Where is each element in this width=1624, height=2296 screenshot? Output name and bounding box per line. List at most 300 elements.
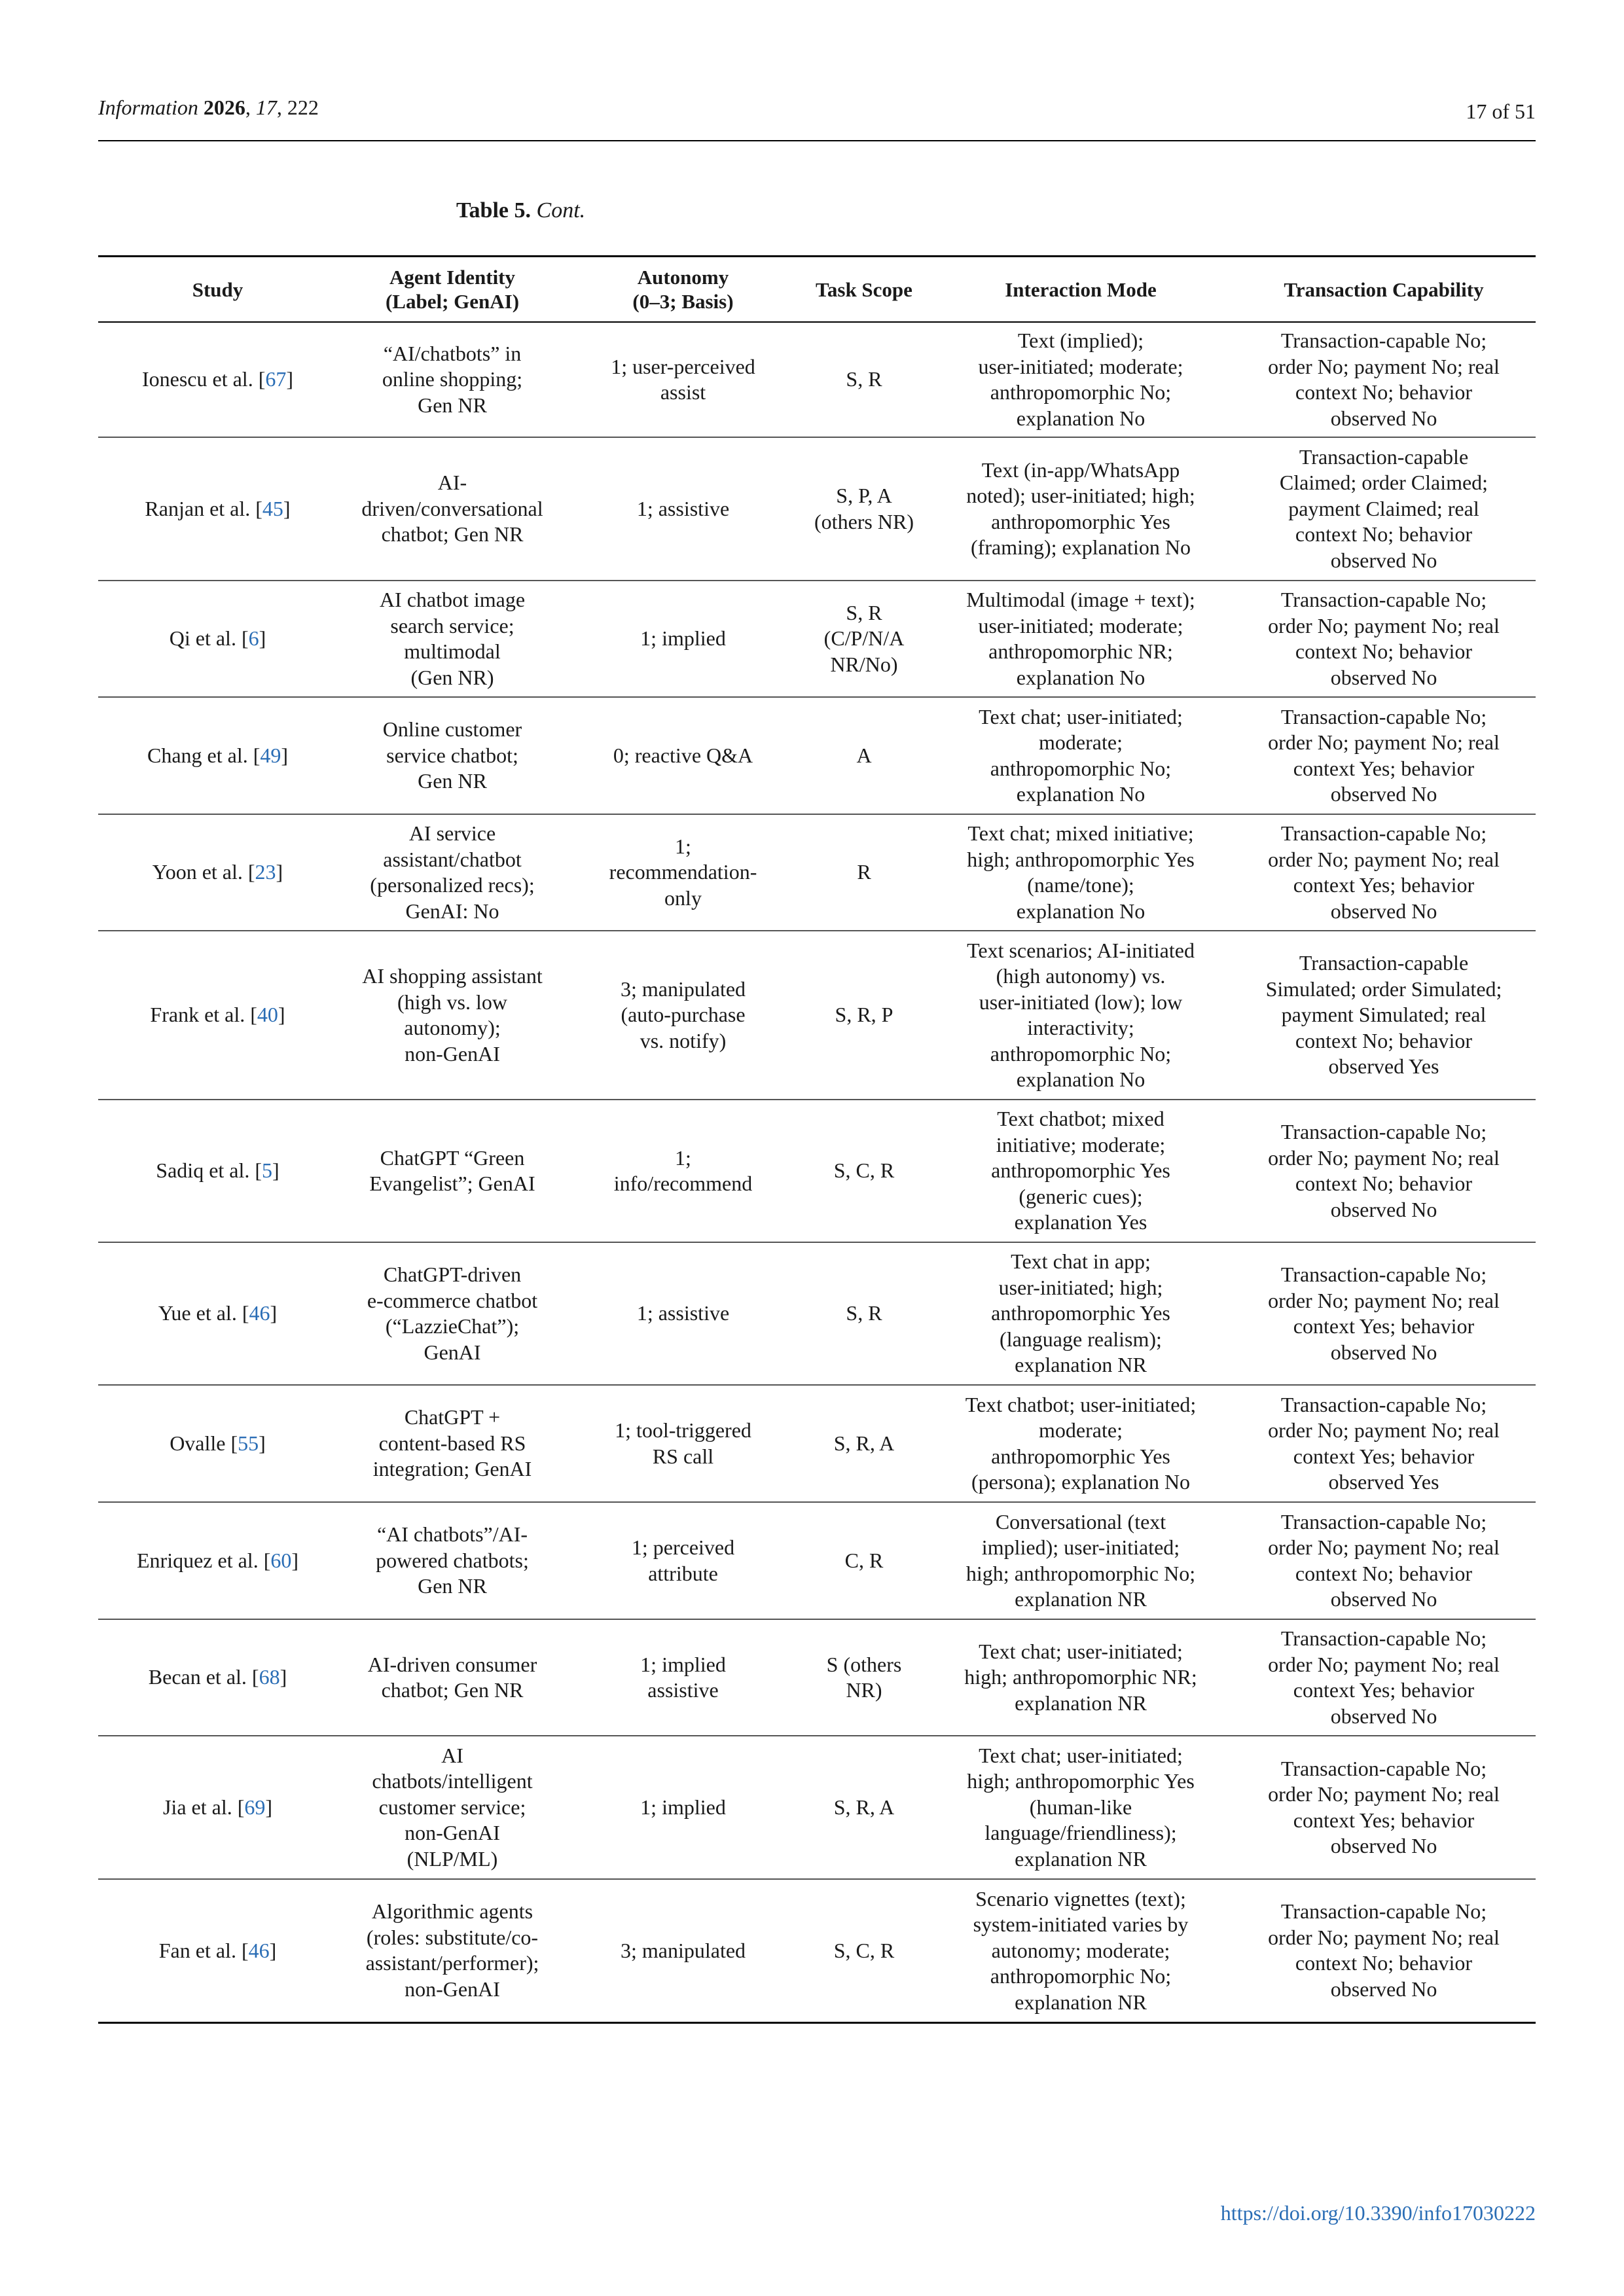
study-name: Qi et al. [ [169, 626, 249, 651]
cell-line: Text chat in app; [1011, 1249, 1151, 1274]
cell-transaction-capability [1232, 1100, 1536, 1242]
column-header-interaction-mode [929, 257, 1232, 323]
cell-line: Transaction-capable [1299, 444, 1469, 469]
cell-line: observed No [1330, 548, 1437, 572]
bracket-close: ] [283, 496, 291, 520]
cell-line: Text chat; user-initiated; [979, 1639, 1183, 1663]
doi-link[interactable]: https://doi.org/10.3390/info17030222 [1220, 2201, 1536, 2225]
cell-line: observed No [1330, 1197, 1437, 1221]
cell-line: S, R [846, 600, 882, 624]
cell-line: context Yes; behavior [1293, 756, 1475, 780]
cell-line: Gen NR [418, 769, 487, 793]
bracket-close: ] [259, 1431, 266, 1455]
cell-line: (“LazzieChat”); [385, 1314, 520, 1338]
bracket-close: ] [278, 1003, 285, 1027]
cell-line: context Yes; behavior [1293, 1808, 1475, 1832]
cell-line: context No; behavior [1295, 522, 1473, 547]
cell-line: ChatGPT + [404, 1405, 501, 1429]
cell-line: info/recommend [613, 1172, 753, 1195]
cell-study [98, 581, 337, 697]
cell-line: autonomy); [404, 1016, 501, 1039]
cell-line: 0; reactive Q&A [613, 743, 753, 767]
cell-line: Scenario vignettes (text); [975, 1886, 1186, 1910]
cell-line: “AI/chatbots” in [383, 341, 522, 365]
cell-line: Transaction-capable No; [1280, 588, 1487, 611]
study-name: Ovalle [ [170, 1431, 238, 1455]
cell-line: ChatGPT-driven [383, 1263, 522, 1286]
cell-line: explanation Yes [1014, 1210, 1147, 1234]
cell-line: Text chat; mixed initiative; [967, 821, 1194, 845]
bracket-close: ] [269, 1938, 277, 1962]
cell-interaction-mode [929, 1385, 1232, 1502]
cell-transaction-capability [1232, 322, 1536, 437]
table-row [98, 1619, 1536, 1736]
cell-task-scope [799, 581, 929, 697]
cell-autonomy [568, 1502, 799, 1619]
cell-line: user-initiated; high; [998, 1275, 1163, 1299]
cell-line: assistant/performer); [365, 1951, 539, 1975]
cell-line: Transaction-capable No; [1280, 1392, 1487, 1416]
cell-line: GenAI: No [405, 899, 499, 923]
cell-line: non-GenAI [405, 1041, 500, 1066]
cell-line: order No; payment No; real [1268, 1925, 1500, 1949]
cell-autonomy [568, 581, 799, 697]
cell-agent-identity [337, 1619, 568, 1736]
cell-line: user-initiated (low); low [979, 990, 1183, 1014]
cell-line: observed No [1330, 899, 1437, 923]
cell-line: Text (implied); [1017, 329, 1144, 352]
cell-interaction-mode [929, 322, 1232, 437]
cell-line: (name/tone); [1027, 873, 1134, 897]
cell-line: Gen NR [418, 1574, 487, 1598]
cell-line: non-GenAI [405, 1821, 500, 1845]
cell-transaction-capability [1232, 1619, 1536, 1736]
cell-line: payment Claimed; real [1288, 496, 1479, 520]
cell-line: Gen NR [418, 393, 487, 417]
cell-autonomy [568, 1385, 799, 1502]
cell-line: Transaction-capable No; [1280, 329, 1487, 352]
cell-line: anthropomorphic No; [990, 1964, 1172, 1988]
table-5 [98, 255, 1536, 2024]
cell-line: powered chatbots; [376, 1548, 529, 1572]
cell-line: implied); user-initiated; [981, 1535, 1180, 1559]
cell-line: order No; payment No; real [1268, 1782, 1500, 1806]
cell-line: Transaction-capable No; [1280, 1626, 1487, 1650]
cell-agent-identity [337, 931, 568, 1100]
cell-line: anthropomorphic No; [990, 1041, 1172, 1066]
cell-line: observed No [1330, 406, 1437, 430]
table-row [98, 931, 1536, 1100]
cell-line: vs. notify) [640, 1028, 727, 1052]
cell-line: ChatGPT “Green [380, 1145, 525, 1170]
table-caption [456, 198, 585, 223]
cell-line: context No; behavior [1295, 1951, 1473, 1975]
reference-link[interactable]: 49 [260, 743, 281, 767]
bracket-close: ] [265, 1795, 273, 1819]
column-header-study [98, 257, 337, 323]
cell-line: S, C, R [833, 1938, 895, 1962]
cell-line: driven/conversational [361, 496, 543, 520]
cell-line: anthropomorphic Yes [991, 1158, 1170, 1183]
cell-line: language/friendliness); [984, 1821, 1177, 1845]
cell-line: (Gen NR) [410, 665, 494, 689]
bracket-close: ] [280, 1665, 287, 1689]
cell-line: integration; GenAI [372, 1457, 532, 1481]
cell-line: AI- [437, 471, 467, 495]
cell-line: e-commerce chatbot [367, 1288, 538, 1312]
cell-interaction-mode [929, 814, 1232, 931]
table-row [98, 1385, 1536, 1502]
journal-volume: 17 [255, 96, 277, 119]
cell-line: S, R, P [835, 1003, 893, 1027]
cell-transaction-capability [1232, 1385, 1536, 1502]
journal-name: Information [98, 96, 198, 119]
cell-autonomy [568, 1879, 799, 2022]
cell-line: observed Yes [1328, 1054, 1439, 1079]
cell-line: 1; [675, 834, 691, 858]
cell-line: explanation NR [1015, 1353, 1147, 1377]
cell-line: Task Scope [816, 278, 912, 301]
table-row [98, 697, 1536, 814]
cell-line: moderate; [1039, 1418, 1123, 1442]
reference-link[interactable]: 5 [262, 1158, 273, 1183]
cell-autonomy [568, 697, 799, 814]
cell-line: observed No [1330, 1834, 1437, 1857]
cell-line: order No; payment No; real [1268, 1652, 1500, 1676]
cell-line: chatbot; Gen NR [381, 1678, 524, 1702]
cell-line: (persona); explanation No [971, 1470, 1191, 1494]
cell-task-scope [799, 322, 929, 437]
cell-line: Transaction-capable No; [1280, 1263, 1487, 1286]
cell-study [98, 322, 337, 437]
cell-line: “AI chatbots”/AI- [376, 1522, 528, 1547]
cell-line: 1; implied [640, 1652, 726, 1676]
cell-interaction-mode [929, 931, 1232, 1100]
cell-line: order No; payment No; real [1268, 1535, 1500, 1559]
cell-task-scope [799, 1879, 929, 2022]
cell-agent-identity [337, 697, 568, 814]
reference-link[interactable]: 68 [259, 1665, 280, 1689]
cell-line: (language realism); [1000, 1327, 1162, 1351]
reference-link[interactable]: 23 [255, 860, 276, 884]
cell-study [98, 1385, 337, 1502]
cell-line: (generic cues); [1019, 1184, 1143, 1208]
cell-line: S, R [846, 367, 882, 391]
cell-task-scope [799, 1242, 929, 1385]
page-header [98, 90, 1536, 141]
cell-line: (high vs. low [397, 990, 507, 1014]
cell-line: assistant/chatbot [383, 847, 522, 871]
cell-line: user-initiated; moderate; [978, 354, 1183, 378]
cell-agent-identity [337, 1385, 568, 1502]
cell-line: Autonomy [637, 266, 729, 289]
cell-line: interactivity; [1027, 1016, 1134, 1039]
table-row [98, 1100, 1536, 1242]
cell-line: anthropomorphic Yes [991, 1444, 1170, 1468]
cell-task-scope [799, 814, 929, 931]
cell-line: context No; behavior [1295, 1172, 1473, 1195]
cell-line: explanation No [1016, 665, 1146, 689]
cell-line: (roles: substitute/co- [366, 1925, 539, 1949]
cell-transaction-capability [1232, 1242, 1536, 1385]
cell-line: high; anthropomorphic No; [965, 1561, 1196, 1585]
cell-line: S (others NR) [826, 1652, 902, 1702]
cell-study [98, 1242, 337, 1385]
cell-interaction-mode [929, 697, 1232, 814]
reference-link[interactable]: 69 [244, 1795, 266, 1819]
cell-line: anthropomorphic Yes [991, 1301, 1170, 1325]
cell-line: S, R, A [833, 1431, 895, 1455]
cell-line: Transaction-capable No; [1280, 704, 1487, 728]
cell-line: order No; payment No; real [1268, 354, 1500, 378]
reference-link[interactable]: 55 [238, 1431, 259, 1455]
cell-line: user-initiated; moderate; [978, 613, 1183, 637]
cell-agent-identity [337, 1242, 568, 1385]
column-header-task-scope [799, 257, 929, 323]
table-row [98, 581, 1536, 697]
cell-line: system-initiated varies by [973, 1912, 1189, 1936]
page-number: 17 of 51 [1466, 99, 1536, 123]
bracket-close: ] [259, 626, 266, 651]
study-name: Frank et al. [ [150, 1003, 257, 1027]
cell-line: moderate; [1039, 730, 1123, 754]
cell-agent-identity [337, 1879, 568, 2022]
cell-line: C, R [844, 1548, 884, 1572]
reference-link[interactable]: 46 [248, 1938, 270, 1962]
cell-study [98, 697, 337, 814]
cell-line: (framing); explanation No [971, 535, 1191, 559]
cell-line: S, C, R [833, 1158, 895, 1183]
cell-line: Text chat; user-initiated; [979, 1743, 1183, 1767]
cell-line: order No; payment No; real [1268, 1418, 1500, 1442]
reference-link[interactable]: 45 [262, 496, 283, 520]
cell-line: 3; manipulated [620, 1938, 746, 1962]
cell-line: Online customer [382, 717, 522, 742]
cell-autonomy [568, 1100, 799, 1242]
cell-autonomy [568, 1736, 799, 1879]
cell-line: Simulated; order Simulated; [1265, 977, 1502, 1001]
cell-line: attribute [648, 1561, 718, 1585]
journal-citation: Information 2026, 17, 222 [98, 96, 319, 119]
cell-line: Transaction-capable No; [1280, 821, 1487, 845]
table-row [98, 1879, 1536, 2022]
study-name: Sadiq et al. [ [156, 1158, 262, 1183]
cell-line: explanation No [1016, 406, 1146, 430]
reference-link[interactable]: 46 [249, 1301, 270, 1325]
cell-agent-identity [337, 581, 568, 697]
cell-line: explanation NR [1015, 1691, 1147, 1715]
reference-link[interactable]: 67 [265, 367, 287, 391]
cell-line: observed No [1330, 1340, 1437, 1364]
cell-line: anthropomorphic Yes [991, 509, 1170, 533]
table-row [98, 437, 1536, 581]
study-name: Yue et al. [ [158, 1301, 249, 1325]
reference-link[interactable]: 40 [257, 1003, 278, 1027]
cell-line: (0–3; Basis) [632, 290, 734, 313]
cell-line: Transaction-capable [1299, 951, 1469, 975]
cell-line: service chatbot; [386, 743, 518, 767]
cell-line: Transaction Capability [1284, 278, 1484, 301]
cell-line: Claimed; order Claimed; [1279, 471, 1489, 495]
cell-line: explanation NR [1015, 1846, 1147, 1871]
cell-transaction-capability [1232, 437, 1536, 581]
cell-autonomy [568, 1619, 799, 1736]
bracket-close: ] [276, 860, 283, 884]
study-name: Jia et al. [ [162, 1795, 245, 1819]
cell-line: explanation NR [1015, 1587, 1147, 1611]
cell-line: multimodal [404, 639, 501, 663]
cell-line: context No; behavior [1295, 639, 1473, 663]
cell-line: recommendation- [609, 860, 757, 884]
cell-line: Text (in-app/WhatsApp [981, 457, 1180, 482]
cell-line: online shopping; [382, 367, 523, 391]
cell-line: explanation No [1016, 1067, 1146, 1091]
cell-line: non-GenAI [405, 1977, 500, 2001]
bracket-close: ] [281, 743, 289, 767]
cell-autonomy [568, 1242, 799, 1385]
cell-line: assistive [647, 1678, 719, 1702]
cell-line: context Yes; behavior [1293, 873, 1475, 897]
table-label: Table 5. [456, 198, 532, 223]
cell-line: context Yes; behavior [1293, 1444, 1475, 1468]
cell-interaction-mode [929, 1242, 1232, 1385]
cell-line: context Yes; behavior [1293, 1678, 1475, 1702]
reference-link[interactable]: 6 [248, 626, 259, 651]
cell-line: RS call [652, 1444, 714, 1468]
cell-line: 1; user-perceived [611, 354, 755, 378]
cell-task-scope [799, 1502, 929, 1619]
cell-line: (C/P/N/A [823, 626, 905, 651]
cell-interaction-mode [929, 1502, 1232, 1619]
cell-interaction-mode [929, 581, 1232, 697]
cell-line: GenAI [424, 1340, 481, 1364]
cell-study [98, 814, 337, 931]
cell-line: Interaction Mode [1005, 278, 1157, 301]
journal-year: 2026 [203, 96, 245, 119]
bracket-close: ] [272, 1158, 280, 1183]
cell-line: 1; implied [640, 626, 726, 651]
cell-transaction-capability [1232, 697, 1536, 814]
table-row [98, 1242, 1536, 1385]
cell-transaction-capability [1232, 581, 1536, 697]
cell-transaction-capability [1232, 1879, 1536, 2022]
cell-line: explanation NR [1015, 1990, 1147, 2014]
cell-line: AI chatbot image [379, 588, 526, 611]
cell-line: 3; manipulated [620, 977, 746, 1001]
cell-line: (auto-purchase [621, 1003, 746, 1027]
cell-line: Study [192, 278, 244, 301]
cell-line: chatbot; Gen NR [381, 522, 524, 547]
cell-study [98, 1100, 337, 1242]
cell-line: observed Yes [1328, 1470, 1439, 1494]
cell-line: Conversational (text [995, 1509, 1166, 1534]
cell-transaction-capability [1232, 931, 1536, 1100]
cell-line: AI-driven consumer [367, 1652, 537, 1676]
cell-line: high; anthropomorphic Yes [967, 847, 1195, 871]
cell-line: context No; behavior [1295, 380, 1473, 404]
cell-line: high; anthropomorphic NR; [964, 1665, 1197, 1689]
cell-line: (personalized recs); [370, 873, 535, 897]
article-number: 222 [287, 96, 319, 119]
bracket-close: ] [291, 1548, 298, 1572]
cell-task-scope [799, 1619, 929, 1736]
cell-line: anthropomorphic NR; [988, 639, 1173, 663]
table-row [98, 1502, 1536, 1619]
cell-line: payment Simulated; real [1281, 1003, 1487, 1027]
cell-line: observed No [1330, 665, 1437, 689]
cell-line: observed No [1330, 782, 1437, 806]
cell-line: S, R [846, 1301, 882, 1325]
column-header-transaction-capability [1232, 257, 1536, 323]
cell-line: Transaction-capable No; [1280, 1756, 1487, 1780]
cell-task-scope [799, 1736, 929, 1879]
cell-study [98, 1502, 337, 1619]
cell-line: 1; assistive [636, 496, 730, 520]
cell-task-scope [799, 437, 929, 581]
cell-interaction-mode [929, 1879, 1232, 2022]
cell-interaction-mode [929, 1619, 1232, 1736]
cell-autonomy [568, 931, 799, 1100]
cell-line: anthropomorphic No; [990, 756, 1172, 780]
cell-agent-identity [337, 814, 568, 931]
cell-agent-identity [337, 437, 568, 581]
cell-line: Transaction-capable No; [1280, 1899, 1487, 1924]
cell-study [98, 1619, 337, 1736]
cell-line: (human-like [1029, 1795, 1132, 1819]
cell-line: (high autonomy) vs. [996, 964, 1166, 988]
cell-line: AI [441, 1743, 463, 1767]
reference-link[interactable]: 60 [270, 1548, 292, 1572]
cell-line: Text chatbot; mixed [997, 1107, 1164, 1131]
cell-interaction-mode [929, 1100, 1232, 1242]
cell-line: Agent Identity [389, 266, 516, 289]
cell-line: S, P, A [836, 484, 892, 507]
cell-autonomy [568, 814, 799, 931]
table-row [98, 814, 1536, 931]
bracket-close: ] [286, 367, 293, 391]
cell-line: Algorithmic agents [371, 1899, 533, 1924]
bracket-close: ] [270, 1301, 278, 1325]
cell-line: R [857, 860, 871, 884]
cell-study [98, 1879, 337, 2022]
cell-line: order No; payment No; real [1268, 613, 1500, 637]
cell-line: content-based RS [378, 1431, 526, 1455]
study-name: Ranjan et al. [ [145, 496, 262, 520]
cell-line: Text chatbot; user-initiated; [965, 1392, 1197, 1416]
study-name: Chang et al. [ [147, 743, 261, 767]
cell-agent-identity [337, 1100, 568, 1242]
cell-line: Transaction-capable No; [1280, 1509, 1487, 1534]
cell-line: customer service; [378, 1795, 526, 1819]
cell-line: 1; assistive [636, 1301, 730, 1325]
cell-agent-identity [337, 1736, 568, 1879]
study-name: Fan et al. [ [158, 1938, 249, 1962]
cell-line: order No; payment No; real [1268, 1145, 1500, 1170]
cell-line: AI service [408, 821, 496, 845]
table-body [98, 322, 1536, 2022]
cell-line: (NLP/ML) [406, 1846, 498, 1871]
table-continued: Cont. [536, 198, 586, 223]
cell-line: S, R, A [833, 1795, 895, 1819]
cell-transaction-capability [1232, 814, 1536, 931]
study-name: Ionescu et al. [ [141, 367, 266, 391]
cell-line: order No; payment No; real [1268, 847, 1500, 871]
cell-line: high; anthropomorphic Yes [967, 1769, 1195, 1793]
cell-line: context No; behavior [1295, 1561, 1473, 1585]
cell-line: AI shopping assistant [362, 964, 543, 988]
cell-autonomy [568, 322, 799, 437]
table-header-row [98, 257, 1536, 323]
